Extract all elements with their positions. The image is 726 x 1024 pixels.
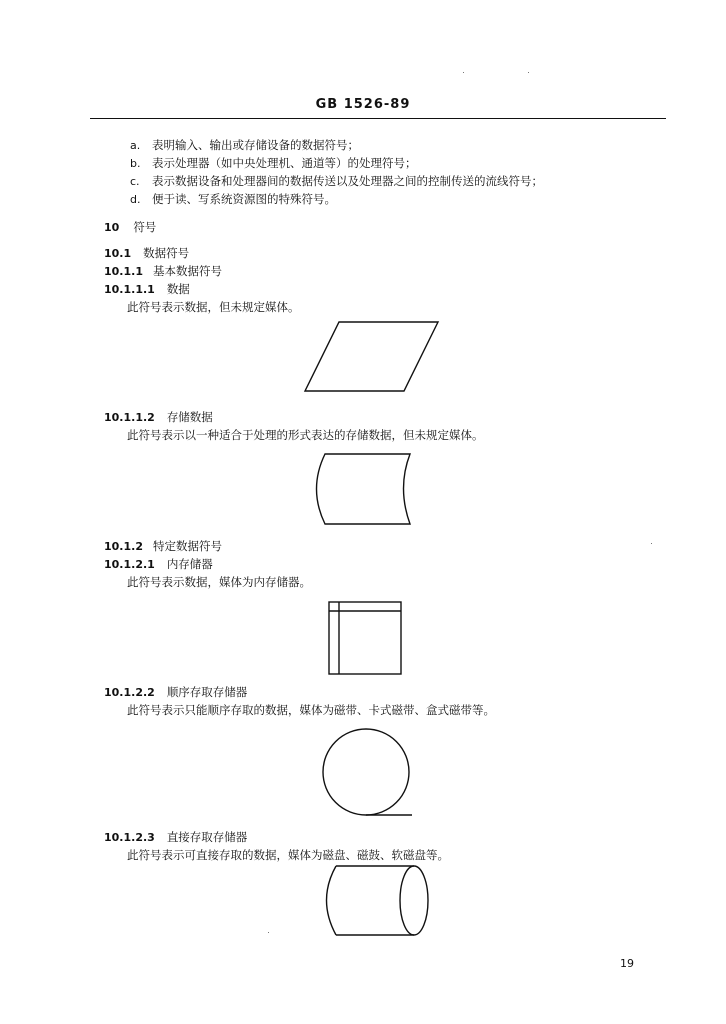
section-number: 10.1.1 — [104, 265, 143, 278]
section-heading-10 — [104, 220, 156, 235]
scan-speck — [651, 543, 652, 544]
section-title: 数据符号 — [143, 246, 190, 260]
standard-code-header: GB 1526-89 — [315, 97, 411, 112]
parallelogram-data-symbol-icon — [300, 318, 445, 396]
list-text: 便于读、写系统资源图的特殊符号。 — [152, 192, 336, 206]
section-heading-10-1-1-1 — [104, 282, 190, 297]
section-heading-10-1 — [104, 246, 189, 261]
section-number: 10.1.2.2 — [104, 686, 155, 699]
list-text: 表示数据设备和处理器间的数据传送以及处理器之间的控制传送的流线符号； — [152, 174, 543, 188]
section-number: 10.1.1.1 — [104, 283, 155, 296]
section-number: 10.1.2.3 — [104, 831, 155, 844]
list-label: b. — [130, 157, 141, 170]
section-heading-10-1-2-1 — [104, 557, 213, 572]
section-title: 直接存取存储器 — [166, 830, 248, 844]
section-title: 内存储器 — [166, 557, 213, 571]
scan-speck — [268, 932, 269, 933]
list-label: c. — [130, 175, 140, 188]
section-description: 此符号表示数据，媒体为内存储器。 — [127, 575, 311, 589]
section-heading-10-1-1 — [104, 264, 222, 279]
section-title: 数据 — [166, 282, 190, 296]
section-title: 基本数据符号 — [152, 264, 222, 278]
section-heading-10-1-2 — [104, 539, 222, 554]
list-item-c — [130, 174, 543, 189]
section-number: 10.1.1.2 — [104, 411, 155, 424]
section-title: 符号 — [133, 220, 157, 234]
header-rule — [90, 118, 666, 119]
page-number: 19 — [620, 957, 634, 970]
section-number: 10.1.2.1 — [104, 558, 155, 571]
list-text: 表示处理器（如中央处理机、通道等）的处理符号； — [152, 156, 417, 170]
list-item-a — [130, 138, 359, 153]
internal-storage-symbol-icon — [326, 598, 406, 678]
list-item-d — [130, 192, 336, 207]
direct-access-storage-symbol-icon — [314, 862, 434, 940]
section-title: 特定数据符号 — [152, 539, 222, 553]
list-label: d. — [130, 193, 141, 206]
section-number: 10.1 — [104, 247, 132, 260]
list-text: 表明输入、输出或存储设备的数据符号； — [152, 138, 359, 152]
section-number: 10.1.2 — [104, 540, 143, 553]
section-heading-10-1-1-2 — [104, 410, 213, 425]
section-title: 顺序存取存储器 — [166, 685, 248, 699]
stored-data-symbol-icon — [305, 450, 420, 530]
list-label: a. — [130, 139, 141, 152]
section-description: 此符号表示数据，但未规定媒体。 — [127, 300, 300, 314]
section-description: 此符号表示以一种适合于处理的形式表达的存储数据，但未规定媒体。 — [127, 428, 484, 442]
sequential-access-storage-symbol-icon — [318, 726, 418, 818]
section-description: 此符号表示只能顺序存取的数据，媒体为磁带、卡式磁带、盒式磁带等。 — [127, 703, 495, 717]
list-item-b — [130, 156, 417, 171]
scan-speck — [463, 72, 464, 73]
section-description: 此符号表示可直接存取的数据，媒体为磁盘、磁鼓、软磁盘等。 — [127, 848, 449, 862]
section-number: 10 — [104, 221, 120, 234]
section-heading-10-1-2-3 — [104, 830, 247, 845]
section-heading-10-1-2-2 — [104, 685, 247, 700]
section-title: 存储数据 — [166, 410, 213, 424]
scan-speck — [528, 72, 529, 73]
